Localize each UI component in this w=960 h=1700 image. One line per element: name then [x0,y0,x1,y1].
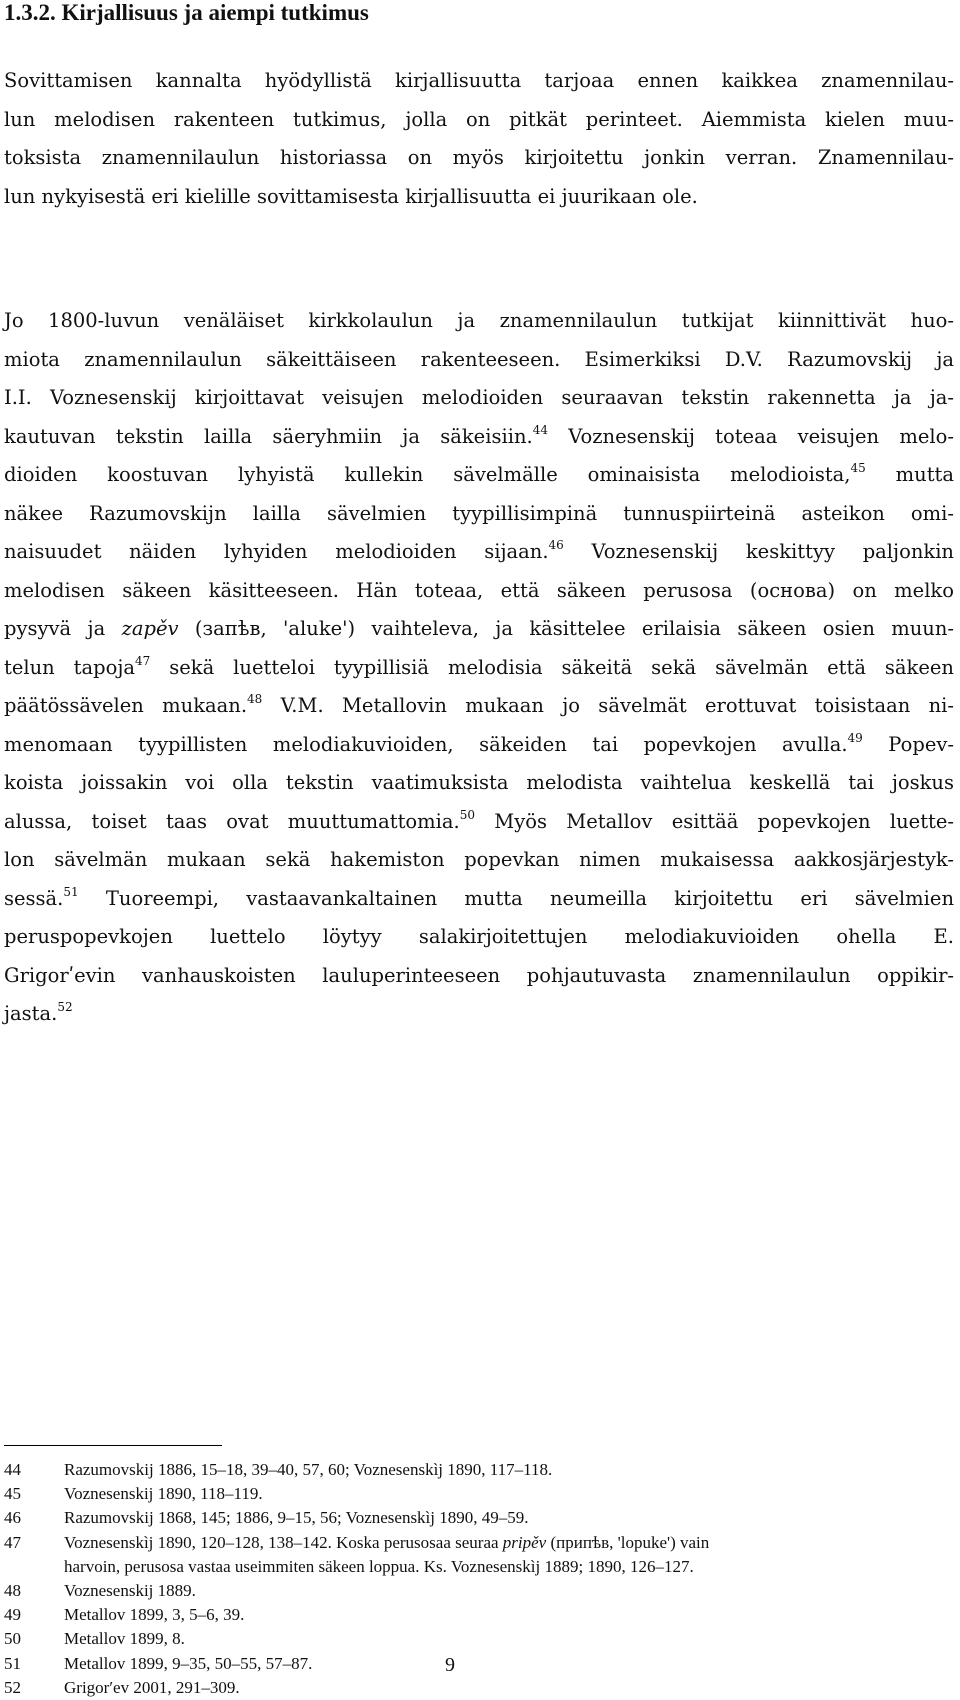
footnote-ref-49: 49 [847,730,863,745]
footnote-46: 46 Razumovskij 1868, 145; 1886, 9–15, 56; Voznesenskìj 1890, 49–59. [4,1508,529,1528]
text-line: lon sävelmän mukaan sekä hakemiston popevkan nimen mukaisessa aakkosjärjestyk- [4,848,954,871]
text-line: menomaan tyypillisten melodiakuvioiden, säkeiden tai popevkojen avulla.$^{49}$ Popev- [4,730,955,756]
text-line: miota znamennilaulun säkeittäiseen rakenteeseen. Esimerkiksi D.V. Razumovskij ja [4,347,954,371]
text-line: Sovittamisen kannalta hyödyllistä kirjallisuutta tarjoaa ennen kaikkea znamennilau- [4,69,954,92]
footnote-ref-44: 44 [532,422,548,437]
footnote-52: 52 Grigorʹev 2001, 291–309. [4,1677,240,1697]
text-line: dioiden koostuvan lyhyistä kullekin sävelmälle ominaisista melodioista,$^{45}$ mutta [4,461,955,486]
text-line: I.I. Voznesenskij kirjoittavat veisujen melodioiden seuraavan tekstin rakennetta ja ja- [4,386,954,409]
footnote-47-continuation: harvoin, perusosa vastaa useimmiten säkeen loppua. Ks. Voznesenskìj 1889; 1890, 126–127. [64,1556,694,1576]
footnote-50: 50 Metallov 1899, 8. [4,1629,185,1649]
footnote-ref-46: 46 [548,538,564,552]
footnote-ref-48: 48 [247,692,263,706]
footnote-45: 45 Voznesenskij 1890, 118–119. [4,1484,263,1504]
section-heading: 1.3.2. Kirjallisuus ja aiempi tutkimus [4,0,369,25]
text-line: telun tapoja$^{47}$ sekä luetteloi tyypillisiä melodisia säkeitä sekä sävelmän että säkeen [4,653,954,679]
text-line: kautuvan tekstin lailla säeryhmiin ja säkeisiin.$^{44}$ Voznesenskij toteaa veisujen melo- [4,422,954,448]
footnote-51: 51 Metallov 1899, 9–35, 50–55, 57–87. [4,1653,313,1673]
text-line: pysyvä ja zapěv (запѣв, 'aluke') vaihteleva, ja käsittelee erilaisia säkeen osien muun- [4,617,954,640]
footnotes [4,1458,954,1700]
text-line: alussa, toiset taas ovat muuttumattomia.$^{50}$ Myös Metallov esittää popevkojen luette- [4,807,955,833]
paragraph-2 [4,302,954,1034]
page-number: 9 [445,1654,455,1676]
footnote-divider [4,1445,222,1446]
text-line: naisuudet näiden lyhyiden melodioiden sijaan.$^{46}$ Voznesenskij keskittyy paljonkin [4,538,954,563]
text-line: Grigorʹevin vanhauskoisten lauluperinteeseen pohjautuvasta znamennilaulun oppikir- [4,963,954,987]
text-line: Jo 1800-luvun venäläiset kirkkolaulun ja znamennilaulun tutkijat kiinnittivät huo- [4,309,954,332]
footnote-ref-51: 51 [63,884,79,899]
footnote-ref-50: 50 [459,807,475,822]
italic-term: zapěv [121,617,179,640]
text-line: toksista znamennilaulun historiassa on myös kirjoitettu jonkin verran. Znamennilau- [4,146,954,169]
footnote-ref-52: 52 [57,1000,73,1014]
text-line: melodisen säkeen käsitteeseen. Hän toteaa, että säkeen perusosa (основа) on melko [4,578,954,602]
paragraph-1 [4,62,954,216]
footnote-ref-47: 47 [135,653,151,668]
text-line: sessä.$^{51}$ Tuoreempi, vastaavankaltainen mutta neumeilla kirjoitettu eri sävelmien [4,884,954,910]
text-line: jasta.$^{52}$ [4,1000,73,1025]
text-line: päätössävelen mukaan.$^{48}$ V.M. Metallovin mukaan jo sävelmät erottuvat toisistaan ni- [4,692,954,717]
footnote-48: 48 Voznesenskij 1889. [4,1581,196,1601]
footnote-47: 47 Voznesenskìj 1890, 120–128, 138–142. Koska perusosaa seuraa pripěv (припѣв, 'lopuke') vain [4,1532,710,1552]
footnote-49: 49 Metallov 1899, 3, 5–6, 39. [4,1605,245,1625]
text-line: lun nykyisestä eri kielille sovittamisesta kirjallisuutta ei juurikaan ole. [4,184,698,208]
footnote-ref-45: 45 [850,461,866,475]
text-line: lun melodisen rakenteen tutkimus, jolla on pitkät perinteet. Aiemmista kielen muu- [4,107,954,131]
footnote-44: 44 Razumovskij 1886, 15–18, 39–40, 57, 60; Voznesenskìj 1890, 117–118. [4,1460,553,1479]
text-line: koista joissakin voi olla tekstin vaatimuksista melodista vaihtelua keskellä tai joskus [4,771,954,794]
text-line: peruspopevkojen luettelo löytyy salakirjoitettujen melodiakuvioiden ohella E. [4,925,954,948]
italic-term: pripěv [502,1532,547,1552]
text-line: näkee Razumovskijn lailla sävelmien tyypillisimpinä tunnuspiirteinä asteikon omi- [4,501,954,525]
